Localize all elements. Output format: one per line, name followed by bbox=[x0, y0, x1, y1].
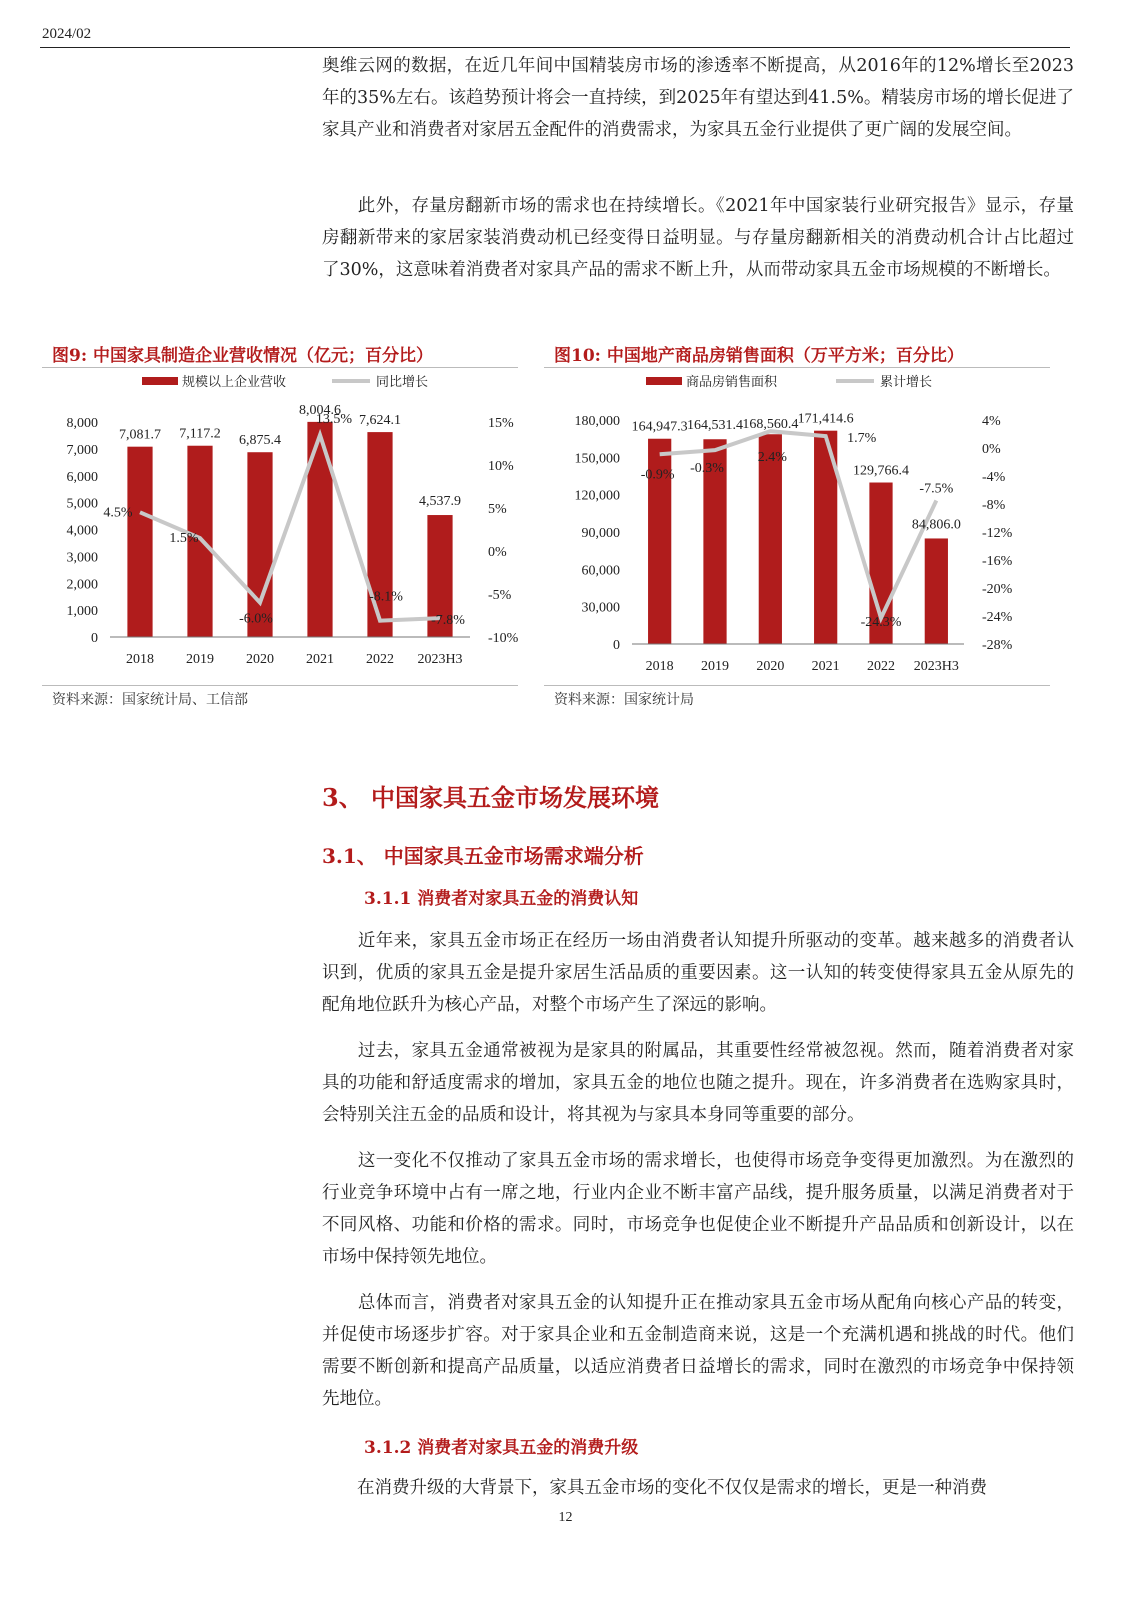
body-paragraph-2: 过去，家具五金通常被视为是家具的附属品，其重要性经常被忽视。然而，随着消费者对家具的功能和舒适度需求的增加，家具五金的地位也随之提升。现在，许多消费者在选购家具时，会特别关注五金的品质和设计，将其视为与家具本身同等重要的部分。 bbox=[322, 1041, 1074, 1125]
fig9-bar-label: 7,117.2 bbox=[179, 426, 221, 442]
fig10-xtick: 2022 bbox=[867, 659, 895, 674]
fig10-ytick-left: 0 bbox=[613, 638, 620, 653]
figure9-chart bbox=[42, 369, 518, 683]
figure9-title: 图9: 中国家具制造企业营收情况（亿元；百分比） bbox=[52, 346, 434, 366]
fig10-legend-line-label: 累计增长 bbox=[880, 374, 933, 389]
fig9-ytick-left: 7,000 bbox=[66, 442, 98, 458]
fig9-ytick-left: 1,000 bbox=[66, 604, 98, 620]
fig10-xtick: 2021 bbox=[811, 659, 840, 674]
figure9-source: 资料来源：国家统计局、工信部 bbox=[52, 692, 248, 708]
fig10-bar-label: 164,531.4 bbox=[687, 418, 743, 434]
fig9-xtick: 2018 bbox=[126, 652, 154, 667]
fig10-ytick-right: -28% bbox=[982, 638, 1013, 653]
fig9-xtick: 2023H3 bbox=[417, 652, 463, 667]
fig10-ytick-left: 60,000 bbox=[581, 563, 620, 579]
intro-paragraph-1: 奥维云网的数据，在近几年间中国精装房市场的渗透率不断提高，从2016年的12%增长至2023年的35%左右。该趋势预计将会一直持续，到2025年有望达到41.5%。精装房市场的增长促进了家具产业和消费者对家居五金配件的消费需求，为家具五金行业提供了更广阔的发展空间。 bbox=[322, 56, 1074, 140]
fig10-bar-label: 168,560.4 bbox=[742, 417, 799, 433]
figure10-source: 资料来源：国家统计局 bbox=[554, 692, 694, 708]
fig10-line-label: 1.7% bbox=[847, 431, 877, 447]
fig9-ytick-right: 10% bbox=[488, 459, 514, 474]
fig10-ytick-right: 4% bbox=[982, 414, 1001, 429]
header-date: 2024/02 bbox=[42, 26, 92, 42]
fig9-line-label: 1.5% bbox=[169, 531, 199, 547]
fig9-ytick-left: 4,000 bbox=[66, 523, 98, 539]
fig10-bar-label: 164,947.3 bbox=[631, 419, 688, 435]
fig9-ytick-right: 0% bbox=[488, 545, 507, 560]
fig10-xtick: 2023H3 bbox=[913, 659, 959, 674]
fig10-ytick-left: 90,000 bbox=[581, 526, 620, 541]
fig9-line-label: -8.1% bbox=[369, 589, 403, 605]
section-heading-3: 3、 中国家具五金市场发展环境 bbox=[322, 783, 660, 812]
fig9-line-label: 4.5% bbox=[103, 505, 133, 521]
fig9-xtick: 2021 bbox=[306, 652, 334, 667]
fig10-ytick-left: 120,000 bbox=[574, 488, 620, 504]
fig9-ytick-left: 3,000 bbox=[66, 550, 98, 566]
fig9-xtick: 2020 bbox=[246, 652, 274, 667]
header-rule bbox=[40, 47, 1070, 48]
page-number: 12 bbox=[558, 1510, 573, 1525]
section-heading-3-1-2: 3.1.2 消费者对家具五金的消费升级 bbox=[364, 1438, 639, 1458]
section-heading-3-1: 3.1、 中国家具五金市场需求端分析 bbox=[322, 844, 644, 868]
section-heading-3-1-1: 3.1.1 消费者对家具五金的消费认知 bbox=[364, 889, 639, 909]
fig10-xtick: 2018 bbox=[645, 659, 674, 674]
fig10-legend-bar-label: 商品房销售面积 bbox=[686, 374, 778, 389]
figure10-chart bbox=[544, 369, 1050, 683]
fig10-ytick-left: 150,000 bbox=[574, 451, 620, 467]
fig9-ytick-right: -5% bbox=[488, 588, 512, 603]
fig9-bar-label: 7,624.1 bbox=[359, 413, 401, 429]
body-paragraph-4: 总体而言，消费者对家具五金的认知提升正在推动家具五金市场从配角向核心产品的转变，并促使市场逐步扩容。对于家具企业和五金制造商来说，这是一个充满机遇和挑战的时代。他们需要不断创新和提高产品质量，以适应消费者日益增长的需求，同时在激烈的市场竞争中保持领先地位。 bbox=[322, 1293, 1074, 1409]
figure10-title: 图10: 中国地产商品房销售面积（万平方米；百分比） bbox=[554, 346, 964, 366]
fig10-bar-label: 171,414.6 bbox=[797, 411, 854, 427]
fig9-ytick-left: 2,000 bbox=[66, 577, 98, 593]
fig10-ytick-right: -12% bbox=[982, 526, 1013, 541]
fig9-line-label: -7.8% bbox=[431, 613, 465, 629]
fig10-bar bbox=[925, 538, 948, 644]
fig9-ytick-right: -10% bbox=[488, 631, 518, 646]
body-paragraph-3: 这一变化不仅推动了家具五金市场的需求增长，也使得市场竞争变得更加激烈。为在激烈的行业竞争环境中占有一席之地，行业内企业不断丰富产品线，提升服务质量，以满足消费者对于不同风格、功能和价格的需求。同时，市场竞争也促使企业不断提升产品品质和创新设计，以在市场中保持领先地位。 bbox=[322, 1151, 1074, 1267]
figure10-top-rule bbox=[544, 367, 1050, 368]
fig9-ytick-right: 15% bbox=[488, 416, 514, 431]
fig9-bar-label: 7,081.7 bbox=[119, 427, 161, 443]
intro-paragraph-2: 此外，存量房翻新市场的需求也在持续增长。《2021年中国家装行业研究报告》显示，存量房翻新带来的家居家装消费动机已经变得日益明显。与存量房翻新相关的消费动机合计占比超过了30%，这意味着消费者对家具产品的需求不断上升，从而带动家具五金市场规模的不断增长。 bbox=[322, 196, 1074, 280]
fig10-line-label: -7.5% bbox=[919, 481, 954, 497]
fig10-bar-label: 84,806.0 bbox=[911, 517, 961, 533]
figure9-top-rule bbox=[42, 367, 518, 368]
fig9-bar-label: 4,537.9 bbox=[419, 494, 461, 510]
fig9-bar-label: 8,004.6 bbox=[299, 402, 341, 418]
fig9-bar bbox=[247, 452, 272, 637]
fig9-bar bbox=[367, 432, 392, 637]
fig10-ytick-right: -8% bbox=[982, 498, 1006, 513]
body-paragraph-5: 在消费升级的大背景下，家具五金市场的变化不仅仅是需求的增长，更是一种消费 bbox=[322, 1478, 987, 1498]
fig10-line-label: -24.3% bbox=[860, 615, 902, 631]
fig9-line-label: -6.0% bbox=[239, 611, 273, 627]
fig9-bar-label: 6,875.4 bbox=[239, 433, 281, 449]
fig9-legend-bar-label: 规模以上企业营收 bbox=[182, 374, 287, 389]
body-paragraph-1: 近年来，家具五金市场正在经历一场由消费者认知提升所驱动的变革。越来越多的消费者认识到，优质的家具五金是提升家居生活品质的重要因素。这一认知的转变使得家具五金从原先的配角地位跃升为核心产品，对整个市场产生了深远的影响。 bbox=[322, 931, 1074, 1015]
fig10-ytick-right: -16% bbox=[982, 554, 1013, 569]
fig9-ytick-left: 5,000 bbox=[66, 496, 98, 512]
fig9-bar bbox=[127, 447, 152, 637]
fig10-ytick-right: -24% bbox=[982, 610, 1013, 625]
fig10-ytick-right: -20% bbox=[982, 582, 1013, 597]
fig10-growth-line bbox=[660, 431, 937, 618]
fig10-line-label: -0.9% bbox=[640, 467, 675, 483]
fig10-xtick: 2019 bbox=[701, 659, 729, 674]
fig9-legend-bar-swatch bbox=[142, 377, 178, 385]
fig9-legend-line-label: 同比增长 bbox=[376, 374, 429, 389]
fig10-ytick-right: 0% bbox=[982, 442, 1001, 457]
fig9-ytick-left: 0 bbox=[91, 631, 98, 646]
figure10-bottom-rule bbox=[544, 685, 1050, 686]
fig10-ytick-left: 30,000 bbox=[581, 600, 620, 616]
fig9-ytick-right: 5% bbox=[488, 502, 507, 517]
fig10-legend-bar-swatch bbox=[646, 377, 682, 385]
fig10-ytick-left: 180,000 bbox=[574, 414, 620, 429]
fig9-line-label: 13.5% bbox=[315, 411, 353, 427]
fig10-line-label: 2.4% bbox=[757, 450, 787, 466]
fig10-line-label: -0.3% bbox=[690, 461, 724, 477]
fig9-xtick: 2022 bbox=[366, 652, 394, 667]
fig10-xtick: 2020 bbox=[756, 659, 785, 674]
fig9-ytick-left: 6,000 bbox=[66, 469, 98, 485]
fig9-xtick: 2019 bbox=[186, 652, 214, 667]
fig10-ytick-right: -4% bbox=[982, 470, 1006, 485]
fig9-ytick-left: 8,000 bbox=[66, 416, 98, 431]
figure9-bottom-rule bbox=[42, 685, 518, 686]
fig10-bar-label: 129,766.4 bbox=[853, 463, 909, 479]
fig10-bar bbox=[759, 434, 782, 644]
